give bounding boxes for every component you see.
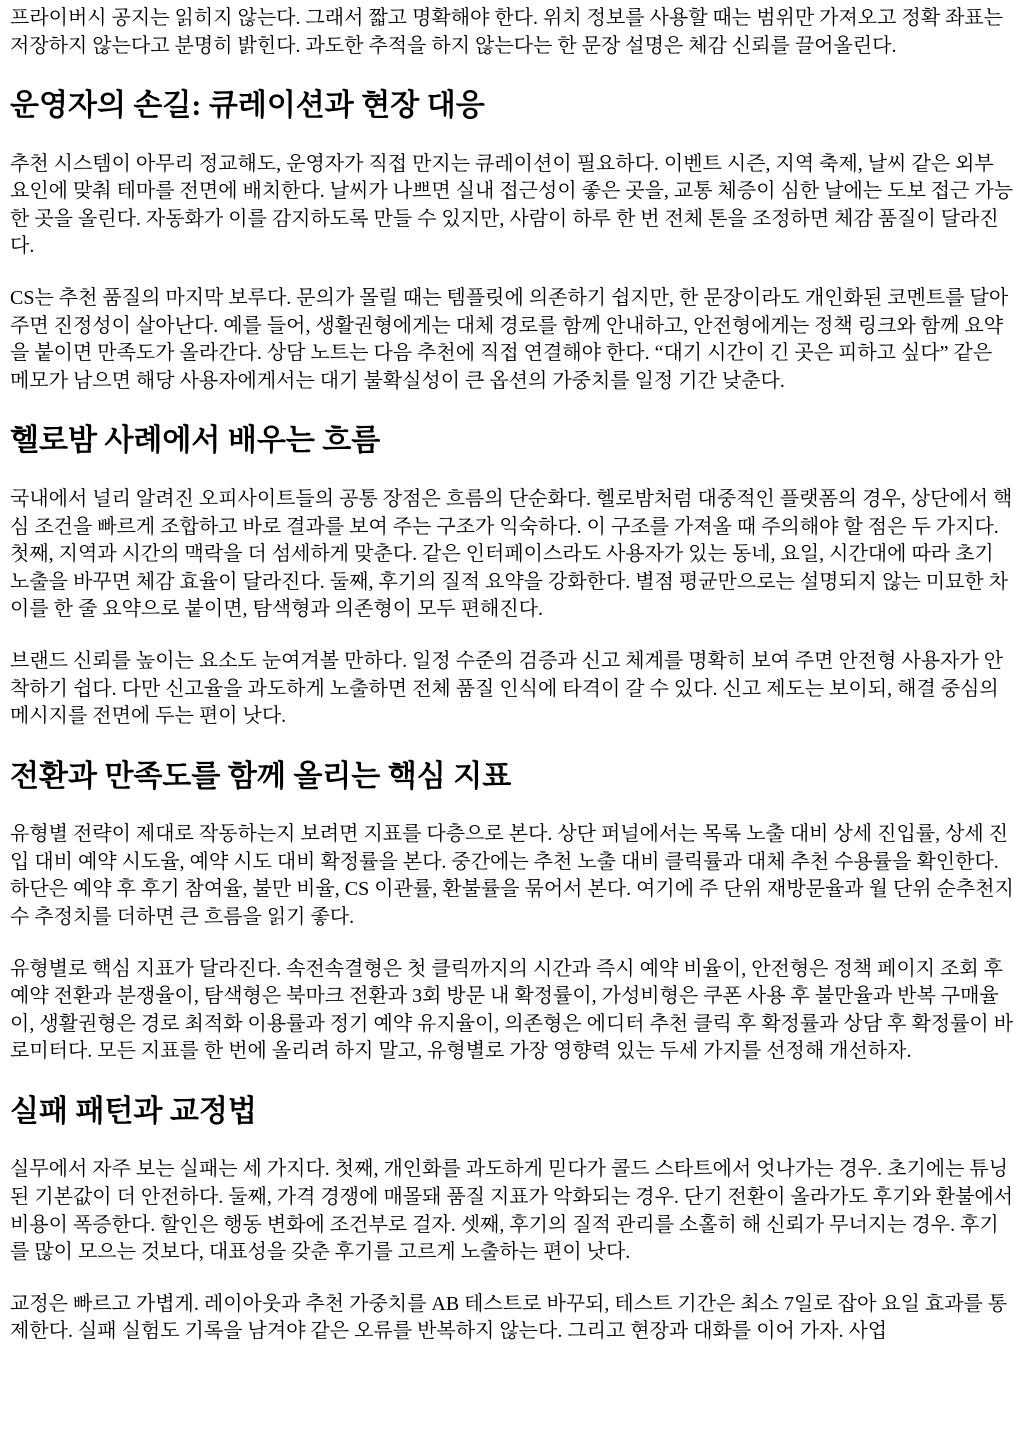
- paragraph-privacy-notice: 프라이버시 공지는 읽히지 않는다. 그래서 짧고 명확해야 한다. 위치 정보를 사용할 때는 범위만 가져오고 정확 좌표는 저장하지 않는다고 분명히 밝힌다. 과도한 추적을 하지 않는다는 한 문장 설명은 체감 신뢰를 끌어올린다.: [10, 7, 1004, 57]
- heading-key-metrics: 전환과 만족도를 함께 올리는 핵심 지표: [10, 759, 512, 793]
- paragraph-correction-ab-test: 교정은 빠르고 가볍게. 레이아웃과 추천 가중치를 AB 테스트로 바꾸되, 테스트 기간은 최소 7일로 잡아 요일 효과를 통제한다. 실패 실험도 기록을 남겨야 같은 오류를 반복하지 않는다. 그리고 현장과 대화를 이어 가자. 사업: [10, 1292, 1008, 1343]
- paragraph-cs-quality: CS는 추천 품질의 마지막 보루다. 문의가 몰릴 때는 템플릿에 의존하기 쉽지만, 한 문장이라도 개인화된 코멘트를 달아 주면 진정성이 살아난다. 예를 들어, 생활권형에게는 대체 경로를 함께 안내하고, 안전형에게는 정책 링크와 함께 요약을 붙이면 만족도가 올라간다. 상담 노트는 다음 추천에 직접 연결해야 한다. “대기 시간이 긴 곳은 피하고 싶다” 같은 메모가 남으면 해당 사용자에게서는 대기 불확실성이 큰 옵션의 가중치를 일정 기간 낮춘다.: [10, 287, 1009, 392]
- paragraph-metrics-by-type: 유형별로 핵심 지표가 달라진다. 속전속결형은 첫 클릭까지의 시간과 즉시 예약 비율이, 안전형은 정책 페이지 조회 후 예약 전환과 분쟁율이, 탐색형은 북마크 전환과 3회 방문 내 확정률이, 가성비형은 쿠폰 사용 후 불만율과 반복 구매율이, 생활권형은 경로 최적화 이용률과 정기 예약 유지율이, 의존형은 에디터 추천 클릭 후 확정률과 상담 후 확정률이 바로미터다. 모든 지표를 한 번에 올리려 하지 말고, 유형별로 가장 영향력 있는 두세 가지를 선정해 개선하자.: [10, 957, 1014, 1063]
- paragraph-curation-external: 추천 시스템이 아무리 정교해도, 운영자가 직접 만지는 큐레이션이 필요하다. 이벤트 시즌, 지역 축제, 날씨 같은 외부 요인에 맞춰 테마를 전면에 배치한다. 날씨가 나쁘면 실내 접근성이 좋은 곳을, 교통 체증이 심한 날에는 도보 접근 가능한 곳을 올린다. 자동화가 이를 감지하도록 만들 수 있지만, 사람이 하루 한 번 전체 톤을 조정하면 체감 품질이 달라진다.: [10, 152, 1014, 258]
- heading-hellobam-case: 헬로밤 사례에서 배우는 흐름: [10, 424, 381, 458]
- paragraph-funnel-metrics: 유형별 전략이 제대로 작동하는지 보려면 지표를 다층으로 본다. 상단 퍼널에서는 목록 노출 대비 상세 진입률, 상세 진입 대비 예약 시도율, 예약 시도 대비 확정률을 본다. 중간에는 추천 노출 대비 클릭률과 대체 추천 수용률을 확인한다. 하단은 예약 후 후기 참여율, 불만 비율, CS 이관률, 환불률을 묶어서 본다. 여기에 주 단위 재방문율과 월 단위 순추천지수 추정치를 더하면 큰 흐름을 읽기 좋다.: [10, 823, 1014, 928]
- heading-operator-curation: 운영자의 손길: 큐레이션과 현장 대응: [10, 89, 485, 123]
- paragraph-brand-trust: 브랜드 신뢰를 높이는 요소도 눈여겨볼 만하다. 일정 수준의 검증과 신고 체계를 명확히 보여 주면 안전형 사용자가 안착하기 쉽다. 다만 신고율을 과도하게 노출하면 전체 품질 인식에 타격이 갈 수 있다. 신고 제도는 보이되, 해결 중심의 메시지를 전면에 두는 편이 낫다.: [10, 649, 1004, 728]
- paragraph-flow-simplification: 국내에서 널리 알려진 오피사이트들의 공통 장점은 흐름의 단순화다. 헬로밤처럼 대중적인 플랫폼의 경우, 상단에서 핵심 조건을 빠르게 조합하고 바로 결과를 보여 주는 구조가 익숙하다. 이 구조를 가져올 때 주의해야 할 점은 두 가지다. 첫째, 지역과 시간의 맥락을 더 섬세하게 맞춘다. 같은 인터페이스라도 사용자가 있는 동네, 요일, 시간대에 따라 초기 노출을 바꾸면 체감 효율이 달라진다. 둘째, 후기의 질적 요약을 강화한다. 별점 평균만으로는 설명되지 않는 미묘한 차이를 한 줄 요약으로 붙이면, 탐색형과 의존형이 모두 편해진다.: [10, 487, 1013, 621]
- paragraph-three-failures: 실무에서 자주 보는 실패는 세 가지다. 첫째, 개인화를 과도하게 믿다가 콜드 스타트에서 엇나가는 경우. 초기에는 튜닝된 기본값이 더 안전하다. 둘째, 가격 경쟁에 매몰돼 품질 지표가 악화되는 경우. 단기 전환이 올라가도 후기와 환불에서 비용이 폭증한다. 할인은 행동 변화에 조건부로 걸자. 셋째, 후기의 질적 관리를 소홀히 해 신뢰가 무너지는 경우. 후기를 많이 모으는 것보다, 대표성을 갖춘 후기를 고르게 노출하는 편이 낫다.: [10, 1158, 1014, 1264]
- heading-failure-patterns: 실패 패턴과 교정법: [10, 1094, 257, 1128]
